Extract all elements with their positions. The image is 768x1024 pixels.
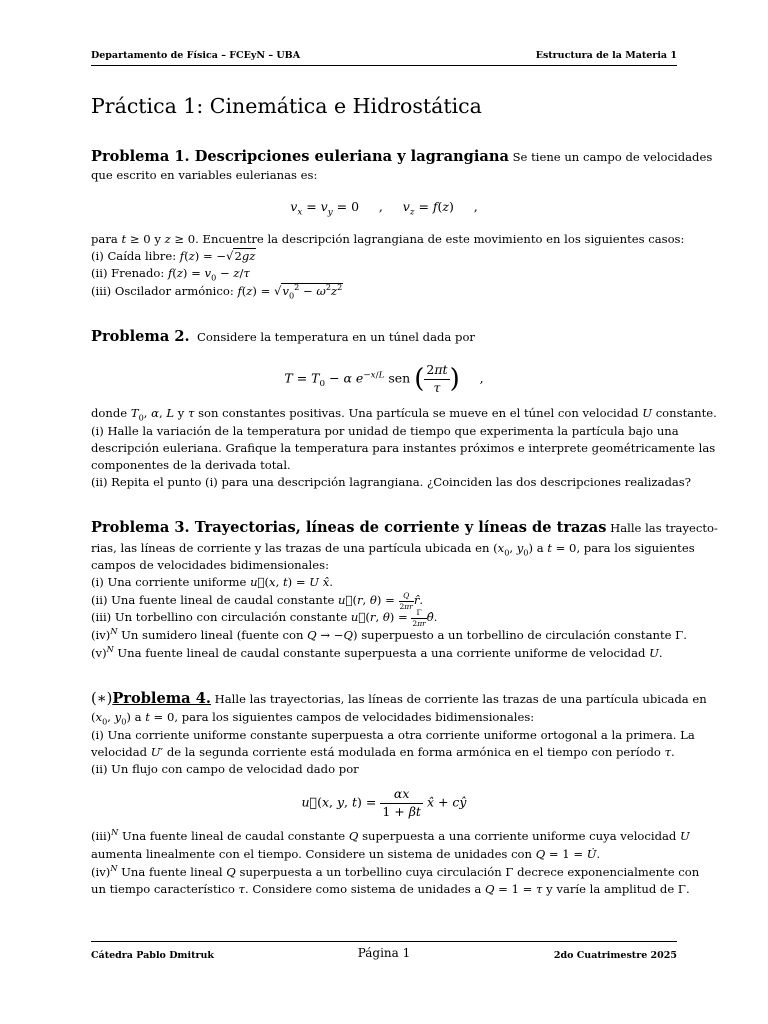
problem-4-item-iii: (iii)$^N$ Una fuente lineal de caudal constante Q superpuesta a una corriente uniforme cuya velocidad U (91, 827, 690, 843)
problem-3-item-iv: (iv)$^N$ Un sumidero lineal (fuente con Q → −Q) superpuesto a un torbellino de circulación constante Γ. (91, 626, 687, 642)
problem-3-line-3: campos de velocidades bidimensionales: (91, 558, 329, 572)
problem-3-item-iii: (iii) Un torbellino con circulación constante u⃗(r, θ) = $\frac{\Gamma}{2\pi r}$ θ̂. (91, 608, 438, 628)
problem-4-line-3: (i) Una corriente uniforme constante superpuesta a otra corriente uniforme ortogonal a la primera. La (91, 728, 695, 742)
header-rule (91, 65, 677, 66)
header-course: Estructura de la Materia 1 (535, 50, 677, 61)
problem-2-line-2: (i) Halle la variación de la temperatura por unidad de tiempo que experimenta la partícula bajo una (91, 424, 679, 438)
problem-1-case-ii: (ii) Frenado: $f(z) = v_0 - z/\tau$ (91, 266, 250, 283)
problem-3-heading: Problema 3. Trayectorias, líneas de corriente y líneas de trazas (91, 519, 607, 536)
footer-rule (91, 941, 677, 942)
running-header (91, 50, 677, 64)
page-title: Práctica 1: Cinemática e Hidrostática (91, 94, 482, 118)
problem-2-line-3: descripción euleriana. Grafique la temperatura para instantes próximos e interprete geométricamente las (91, 441, 716, 455)
problem-1-case-i: (i) Caída libre: f(z) = −√2gz (91, 249, 256, 263)
footer-term: 2do Cuatrimestre 2025 (553, 950, 677, 961)
footer-chair: Cátedra Pablo Dmitruk (91, 950, 214, 961)
problem-2-line-4: componentes de la derivada total. (91, 458, 291, 472)
problem-1-case-iii: (iii) Oscilador armónico: $f(z) = √v_0^2 - \omega^2z^2$ (91, 282, 343, 301)
page-number: Página 1 (357, 946, 411, 960)
header-department: Departamento de Física – FCEyN – UBA (91, 50, 301, 61)
problem-2-line-5: (ii) Repita el punto (i) para una descripción lagrangiana. ¿Coinciden las dos descripciones realizadas? (91, 475, 691, 489)
problem-4-heading: (∗)Problema 4. (91, 690, 211, 707)
problem-1-equation: $v_x = v_y = 0$ , $v_z = f(z)$ , (290, 199, 478, 218)
problem-1-text: para t ≥ 0 y z ≥ 0. Encuentre la descripción lagrangiana de este movimiento en los siguientes casos: (91, 232, 685, 246)
problem-2-heading-line: Problema 2. Considere la temperatura en un túnel dada por (91, 328, 475, 345)
problem-1-heading-line: Problema 1. Descripciones euleriana y lagrangiana Se tiene un campo de velocidades (91, 148, 713, 165)
problem-1-intro: que escrito en variables eulerianas es: (91, 168, 318, 182)
running-footer (91, 946, 677, 964)
problem-3-item-ii: (ii) Una fuente lineal de caudal constante u⃗(r, θ) = $\frac{Q}{2\pi r}$ r̂. (91, 591, 424, 611)
problem-4-heading-line: (∗)Problema 4. Halle las trayectorias, las líneas de corriente las trazas de una partícula ubicada en (91, 690, 707, 707)
problem-4-equation: u⃗(x, y, t) = $\frac{\alpha x}{1 + \beta t}$ x̂ + cŷ (301, 786, 467, 819)
problem-4-line-2: ($x_0$, $y_0$) a t = 0, para los siguientes campos de velocidades bidimensionales: (91, 710, 535, 727)
problem-3-item-i: (i) Una corriente uniforme u⃗(x, t) = U x̂. (91, 575, 333, 589)
problem-2-line-1: donde $T_0$, α, L y τ son constantes positivas. Una partícula se mueve en el túnel con velocidad U constante. (91, 406, 717, 423)
problem-2-heading: Problema 2. (91, 328, 190, 345)
problem-4-item-iv-line-2: un tiempo característico τ. Considere como sistema de unidades a Q = 1 = τ y varíe la amplitud de Γ. (91, 882, 690, 896)
problem-1-heading: Problema 1. Descripciones euleriana y lagrangiana (91, 148, 509, 165)
problem-3-heading-line: Problema 3. Trayectorias, líneas de corriente y líneas de trazas Halle las trayecto- (91, 519, 718, 536)
problem-2-equation: $T = T_0 - \alpha$ $e^{-x/L}$ sen ( $\frac{2\pi t}{\tau}$ ) , (284, 362, 484, 395)
problem-4-line-5: (ii) Un flujo con campo de velocidad dado por (91, 762, 359, 776)
problem-4-item-iv: (iv)$^N$ Una fuente lineal Q superpuesta a un torbellino cuya circulación Γ decrece exponencialmente con (91, 863, 700, 879)
problem-3-line-2: rias, las líneas de corriente y las trazas de una partícula ubicada en ($x_0$, $y_0$) a t = 0, para los siguientes (91, 541, 695, 558)
problem-4-line-4: velocidad U′ de la segunda corriente está modulada en forma armónica en el tiempo con período τ. (91, 745, 675, 759)
problem-3-item-v: $(v)^N$ Una fuente lineal de caudal constante superpuesta a una corriente uniforme de velocidad U. (91, 644, 663, 660)
problem-4-item-iii-line-2: aumenta linealmente con el tiempo. Considere un sistema de unidades con Q = 1 = U̇. (91, 847, 601, 861)
